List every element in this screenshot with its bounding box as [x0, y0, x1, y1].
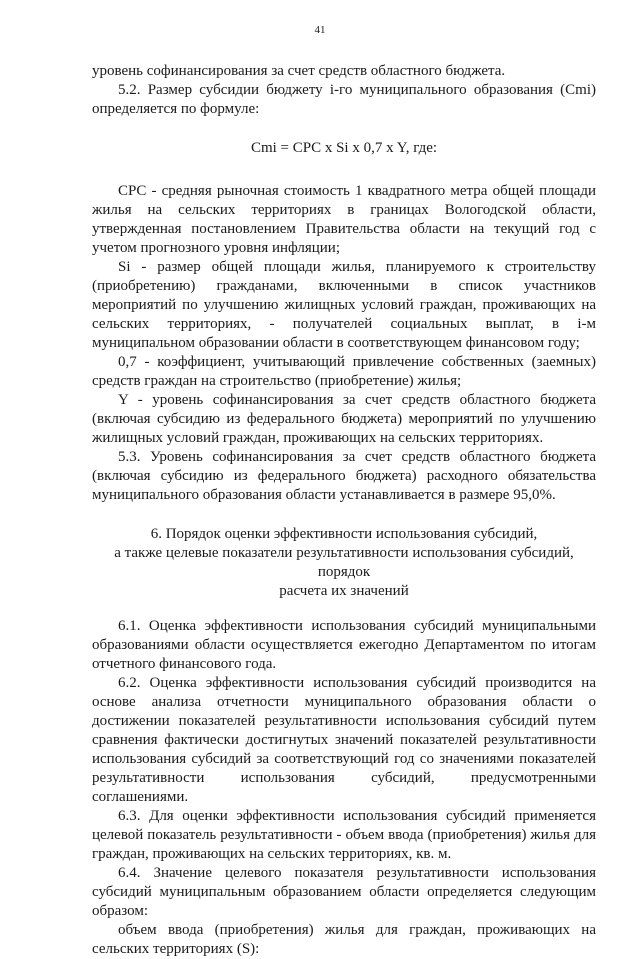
- definition-cpc: CPC - средняя рыночная стоимость 1 квадратного метра общей площади жилья на сельских территориях в границах Вологодской области, утвержденная постановлением Правительства области на текущий год с учетом прогнозного уровня инфляции;: [92, 183, 596, 256]
- paragraph-5-2: 5.2. Размер субсидии бюджету i-го муниципального образования (Cmi) определяется по формуле:: [92, 82, 596, 117]
- paragraph-cofinancing-level: уровень софинансирования за счет средств областного бюджета.: [92, 63, 506, 79]
- paragraph-volume-s: объем ввода (приобретения) жилья для граждан, проживающих на сельских территориях (S):: [92, 922, 596, 957]
- section-title-line: расчета их значений: [279, 583, 409, 599]
- formula: Cmi = CPC x Si x 0,7 x Y, где:: [250, 140, 438, 156]
- section-6-title: [92, 525, 596, 601]
- paragraph-6-1: 6.1. Оценка эффективности использования субсидий муниципальными образованиями области осуществляется ежегодно Департаментом по итогам отчетного финансового года.: [92, 618, 596, 672]
- page-number: 41: [314, 24, 326, 36]
- definition-y: Y - уровень софинансирования за счет средств областного бюджета (включая субсидию из федерального бюджета) мероприятий по улучшению жилищных условий граждан, проживающих на сельских территориях.: [92, 392, 596, 446]
- definition-coefficient: 0,7 - коэффициент, учитывающий привлечение собственных (заемных) средств граждан на строительство (приобретение) жилья;: [92, 354, 596, 389]
- definition-si: Si - размер общей площади жилья, планируемого к строительству (приобретению) гражданами, включенными в список участников мероприятий по улучшению жилищных условий граждан, проживающих на сельских территориях, - получателей социальных выплат, в i-м муниципальном образовании области в соответствующем финансовом году;: [92, 259, 596, 351]
- paragraph-6-3: 6.3. Для оценки эффективности использования субсидий применяется целевой показатель результативности - объем ввода (приобретения) жилья для граждан, проживающих на сельских территориях, кв. м.: [92, 808, 596, 862]
- paragraph-5-3: 5.3. Уровень софинансирования за счет средств областного бюджета (включая субсидию из федерального бюджета) расходного обязательства муниципального образования области устанавливается в размере 95,0%.: [92, 449, 596, 503]
- section-title-line: 6. Порядок оценки эффективности использования субсидий,: [150, 526, 538, 542]
- paragraph-6-4: 6.4. Значение целевого показателя результативности использования субсидий муниципальным образованием области определяется следующим образом:: [92, 865, 596, 919]
- paragraph-6-2: 6.2. Оценка эффективности использования субсидий производится на основе анализа отчетности муниципального образования области о достижении показателей результативности использования субсидий путем сравнения фактически достигнутых значений показателей результативности использования субсидий за соответствующий год со значениями показателей результативности использования субсидий, предусмотренными соглашениями.: [92, 675, 596, 805]
- section-title-line: а также целевые показатели результативности использования субсидий, порядок: [114, 545, 574, 580]
- document-body: [92, 62, 596, 959]
